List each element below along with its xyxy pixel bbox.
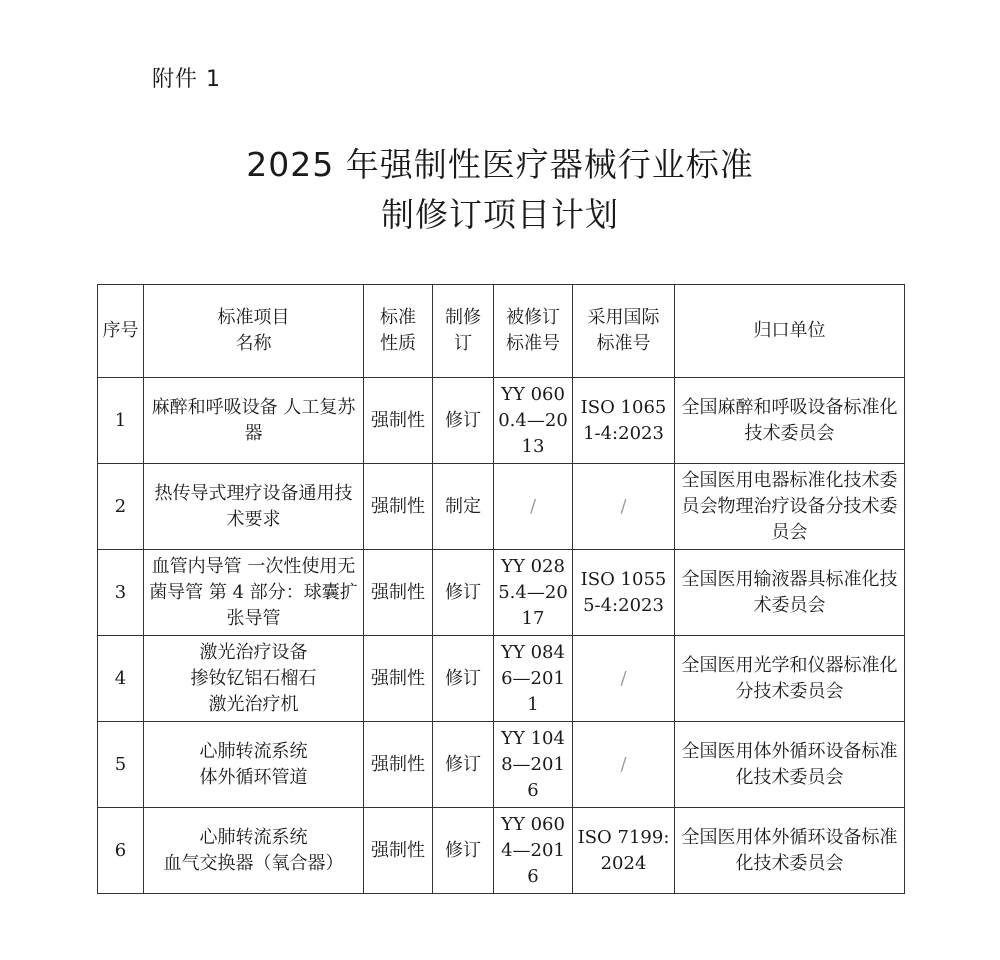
row-number: 3	[98, 550, 144, 636]
standard-name-line: 心肺转流系统	[199, 826, 308, 848]
header-revision-type: 制修 订	[433, 285, 494, 378]
table-row	[98, 808, 905, 894]
revised-standard-no: YY 0846—2011	[494, 636, 573, 722]
row-number: 4	[98, 636, 144, 722]
header-responsible-unit: 归口单位	[675, 285, 905, 378]
attachment-label: 附件 1	[152, 67, 221, 92]
responsible-unit: 全国医用输液器具标准化技术委员会	[675, 550, 905, 636]
standard-nature: 强制性	[364, 808, 433, 894]
revised-standard-no: YY 0285.4—2017	[494, 550, 573, 636]
revised-standard-no: /	[494, 464, 573, 550]
table-row	[98, 464, 905, 550]
intl-standard-no: ISO 7199:2024	[573, 808, 675, 894]
table-row	[98, 550, 905, 636]
responsible-unit: 全国医用体外循环设备标准化技术委员会	[675, 722, 905, 808]
intl-standard-no: /	[573, 636, 675, 722]
table-row	[98, 378, 905, 464]
standard-name	[144, 722, 364, 808]
responsible-unit: 全国麻醉和呼吸设备标准化技术委员会	[675, 378, 905, 464]
header-revised-standard: 被修订 标准号	[494, 285, 573, 378]
standard-name-line: 激光治疗设备	[199, 641, 308, 663]
standard-name-line: 血气交换器（氧合器）	[163, 852, 344, 874]
revised-standard-no: YY 0604—2016	[494, 808, 573, 894]
title-line-1: 2025 年强制性医疗器械行业标准	[246, 145, 754, 184]
standard-name-line: 心肺转流系统	[199, 740, 308, 762]
header-nature: 标准 性质	[364, 285, 433, 378]
responsible-unit: 全国医用体外循环设备标准化技术委员会	[675, 808, 905, 894]
header-no: 序号	[98, 285, 144, 378]
responsible-unit: 全国医用电器标准化技术委员会物理治疗设备分技术委员会	[675, 464, 905, 550]
row-number: 2	[98, 464, 144, 550]
standard-name: 麻醉和呼吸设备 人工复苏器	[144, 378, 364, 464]
standard-name-line: 体外循环管道	[199, 766, 308, 788]
revised-standard-no: YY 1048—2016	[494, 722, 573, 808]
revision-type: 修订	[433, 722, 494, 808]
standard-nature: 强制性	[364, 722, 433, 808]
row-number: 1	[98, 378, 144, 464]
responsible-unit: 全国医用光学和仪器标准化分技术委员会	[675, 636, 905, 722]
standard-name	[144, 808, 364, 894]
header-intl-standard: 采用国际 标准号	[573, 285, 675, 378]
table-row	[98, 636, 905, 722]
standard-name	[144, 636, 364, 722]
header-name: 标准项目 名称	[144, 285, 364, 378]
document-title	[0, 140, 1000, 240]
standard-nature: 强制性	[364, 550, 433, 636]
intl-standard-no: /	[573, 722, 675, 808]
intl-standard-no: ISO 10651-4:2023	[573, 378, 675, 464]
revision-type: 修订	[433, 378, 494, 464]
table-header-row	[98, 285, 905, 378]
standard-nature: 强制性	[364, 464, 433, 550]
intl-standard-no: ISO 10555-4:2023	[573, 550, 675, 636]
standard-name: 血管内导管 一次性使用无菌导管 第 4 部分：球囊扩张导管	[144, 550, 364, 636]
revised-standard-no: YY 0600.4—2013	[494, 378, 573, 464]
revision-type: 修订	[433, 808, 494, 894]
standard-name-line: 激光治疗机	[208, 693, 299, 715]
standards-plan-table	[97, 284, 905, 894]
intl-standard-no: /	[573, 464, 675, 550]
standard-nature: 强制性	[364, 378, 433, 464]
revision-type: 修订	[433, 550, 494, 636]
standard-nature: 强制性	[364, 636, 433, 722]
revision-type: 修订	[433, 636, 494, 722]
row-number: 5	[98, 722, 144, 808]
title-line-2: 制修订项目计划	[381, 195, 619, 234]
table-row	[98, 722, 905, 808]
standard-name-line: 掺钕钇铝石榴石	[190, 667, 317, 689]
row-number: 6	[98, 808, 144, 894]
standard-name: 热传导式理疗设备通用技术要求	[144, 464, 364, 550]
revision-type: 制定	[433, 464, 494, 550]
